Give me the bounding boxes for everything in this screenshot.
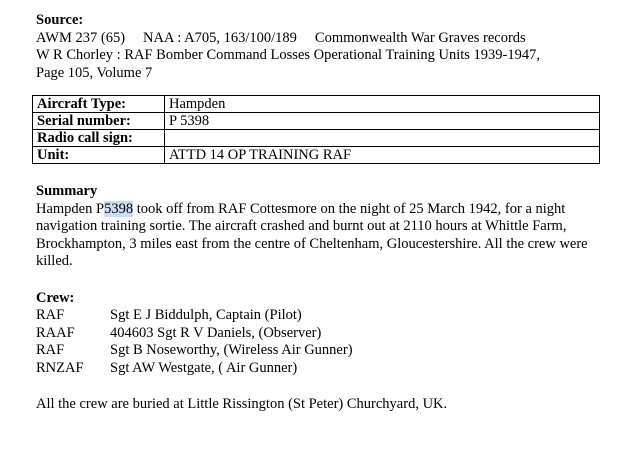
crew-member [36,342,606,360]
crew-service: RAF [36,307,65,323]
crew-details: Sgt E J Biddulph, Captain (Pilot) [110,307,302,323]
source-ref-page: Page 105, Volume 7 [36,64,153,81]
crew-service: RNZAF [36,359,84,376]
summary-text [36,201,606,271]
crew-section [36,290,606,378]
summary-heading: Summary [36,183,98,199]
crew-heading: Crew: [36,289,75,306]
crew-details: 404603 Sgt R V Daniels, (Observer) [110,324,322,341]
selected-text-highlight[interactable]: 5398 [104,200,134,217]
source-heading: Source: [36,12,84,28]
source-references [36,30,606,48]
crew-details: Sgt B Noseworthy, (Wireless Air Gunner) [110,342,353,358]
document-page [36,12,606,414]
unit-label: Unit: [33,147,165,164]
table-row [33,113,600,130]
crew-service: RAF [36,342,65,358]
burial-note: All the crew are buried at Little Rissington (St Peter) Churchyard, UK. [36,396,448,412]
crew-member [36,325,606,343]
crew-service: RAAF [36,324,75,341]
summary-text-start: Hampden P [36,200,105,217]
source-ref-naa: NAA : A705, 163/100/189 [143,29,297,46]
crew-details: Sgt AW Westgate, ( Air Gunner) [110,359,298,376]
source-ref-cwgc: Commonwealth War Graves records [314,29,526,46]
aircraft-type-value: Hampden [165,96,600,113]
source-section [36,12,606,82]
source-ref-chorley: W R Chorley : RAF Bomber Command Losses Operational Training Units 1939-1947, [36,47,540,63]
summary-text-rest: took off from RAF Cottesmore on the night of 25 March 1942, for a night navigation training sortie. The aircraft crashed and burnt out at 2110 hours at Whittle Farm, Brockhampton, 3 miles east from the centre of Cheltenham, Gloucestershire. All the crew were killed. [36,200,588,269]
serial-number-label: Serial number: [33,113,165,130]
serial-number-value: P 5398 [165,113,600,130]
aircraft-details-table [32,95,600,164]
radio-call-sign-value [165,130,600,147]
crew-member [36,360,606,378]
crew-member [36,307,606,325]
summary-section [36,183,606,271]
table-row [33,147,600,164]
unit-value: ATTD 14 OP TRAINING RAF [165,147,600,164]
table-row [33,130,600,147]
table-row [33,96,600,113]
radio-call-sign-label: Radio call sign: [33,130,165,147]
aircraft-type-label: Aircraft Type: [33,96,165,113]
source-ref-awm: AWM 237 (65) [36,29,126,46]
